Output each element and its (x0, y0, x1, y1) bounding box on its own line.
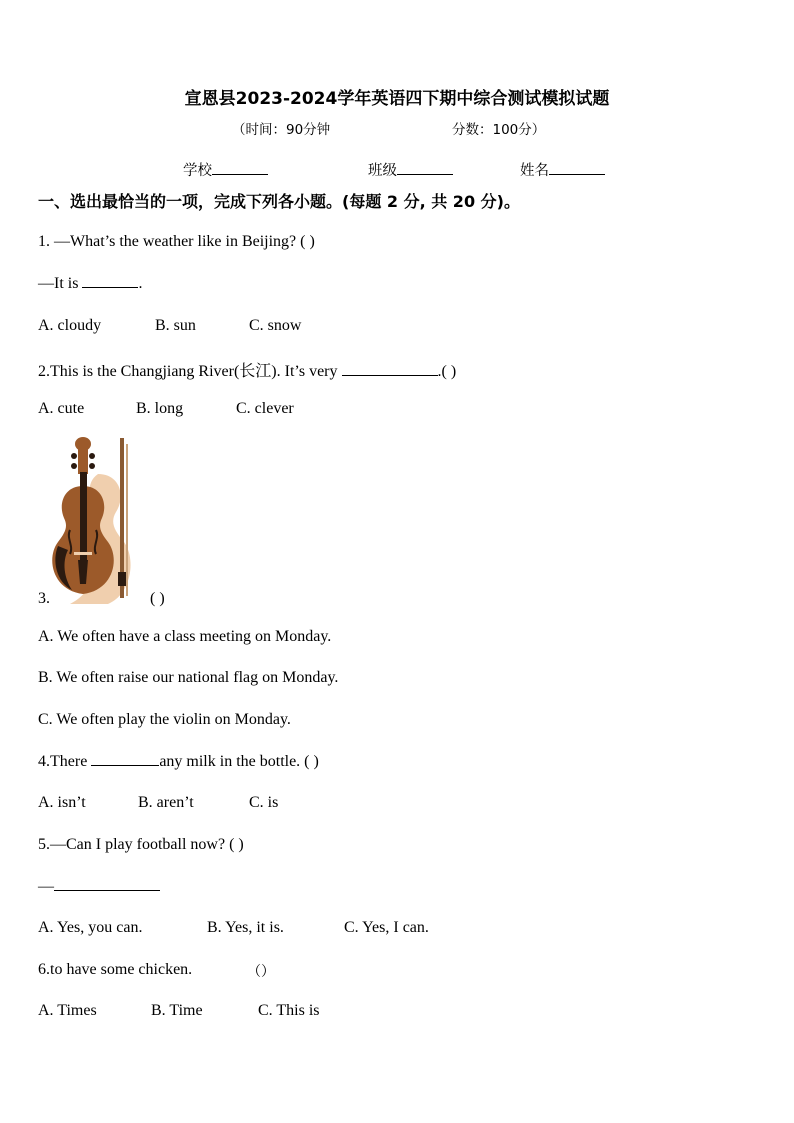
question-5-option-b: B. Yes, it is. (207, 919, 284, 936)
class-blank (397, 173, 453, 175)
question-4-stem (38, 753, 319, 771)
violin-peg (71, 453, 77, 459)
class-label: 班级 (368, 163, 397, 179)
question-2-option-a: A. cute (38, 400, 85, 417)
violin-peg (71, 463, 77, 469)
question-5-stem: 5.—Can I play football now? ( ) (38, 836, 244, 853)
violin-fingerboard (80, 472, 87, 562)
question-1-answer-suffix: . (138, 275, 143, 292)
question-5-answer-line (38, 878, 160, 896)
question-6-stem: 6.to have some chicken. (38, 961, 193, 978)
name-field (520, 159, 605, 180)
question-3-option-a: A. We often have a class meeting on Monday. (38, 628, 332, 645)
violin-bow-frog (118, 572, 126, 586)
question-1-answer-line (38, 275, 142, 293)
question-1-option-a: A. cloudy (38, 317, 102, 334)
question-1-blank (82, 286, 138, 288)
question-4-stem-post: any milk in the bottle. ( ) (159, 753, 319, 770)
question-6-option-b: B. Time (151, 1002, 203, 1019)
name-label: 姓名 (520, 163, 549, 179)
question-6-option-c: C. This is (258, 1002, 320, 1019)
name-blank (549, 173, 605, 175)
violin-bow-hair (126, 444, 128, 596)
question-4-blank (91, 764, 159, 766)
question-2-stem-pre: 2.This is the Changjiang River(长江). It’s very (38, 363, 338, 380)
question-2-blank (342, 374, 438, 376)
question-1-option-b: B. sun (155, 317, 196, 334)
violin-bridge (74, 552, 92, 555)
section-1-heading: 一、选出最恰当的一项，完成下列各小题。(每题 2 分, 共 20 分)。 (38, 192, 520, 211)
school-label: 学校 (183, 163, 212, 179)
exam-score: 分数：100分） (452, 122, 546, 138)
class-field (368, 159, 453, 180)
question-2-option-c: C. clever (236, 400, 294, 417)
question-5-option-a: A. Yes, you can. (38, 919, 143, 936)
question-4-option-a: A. isn’t (38, 794, 86, 811)
question-1-option-c: C. snow (249, 317, 302, 334)
violin-pegbox (78, 448, 88, 474)
violin-illustration (50, 434, 142, 606)
question-4-stem-pre: 4.There (38, 753, 88, 770)
page-title: 宣恩县2023-2024学年英语四下期中综合测试模拟试题 (184, 89, 610, 109)
exam-time: （时间：90分钟 (232, 122, 331, 138)
school-field (183, 159, 268, 180)
question-4-option-b: B. aren’t (138, 794, 194, 811)
question-3-option-c: C. We often play the violin on Monday. (38, 711, 291, 728)
question-2-option-b: B. long (136, 400, 184, 417)
question-5-answer-prefix: — (38, 878, 54, 895)
violin-peg (89, 463, 95, 469)
question-1-stem: 1. —What’s the weather like in Beijing? ( ) (38, 233, 315, 250)
question-1-answer-prefix: —It is (38, 275, 79, 292)
question-3-paren: ( ) (150, 590, 165, 607)
question-4-option-c: C. is (249, 794, 279, 811)
question-5-option-c: C. Yes, I can. (344, 919, 429, 936)
violin-peg (89, 453, 95, 459)
question-2-stem-post: .( ) (437, 363, 457, 380)
question-3-option-b: B. We often raise our national flag on Monday. (38, 669, 339, 686)
question-3-number: 3. (38, 590, 50, 607)
question-2-stem (38, 358, 456, 381)
question-6-option-a: A. Times (38, 1002, 97, 1019)
school-blank (212, 173, 268, 175)
question-6-paren: （） (247, 964, 275, 980)
question-5-blank (54, 889, 160, 891)
